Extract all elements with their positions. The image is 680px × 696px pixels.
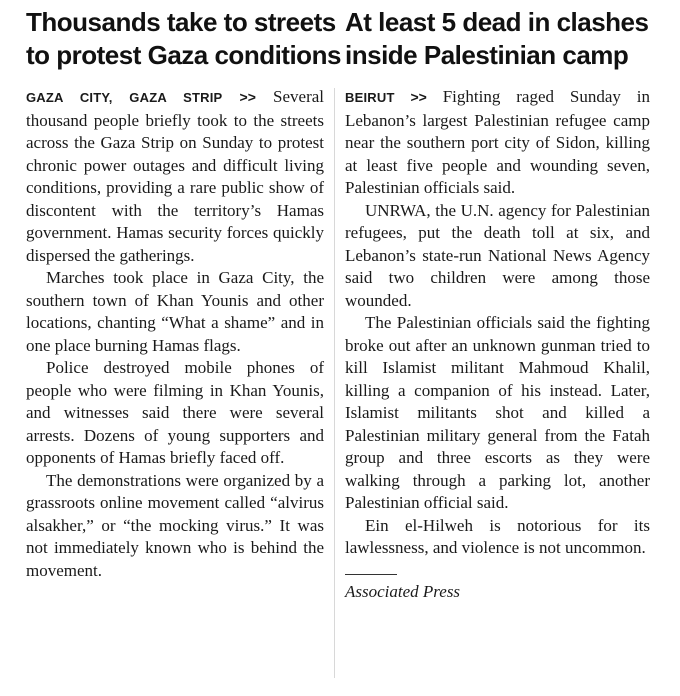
article-body	[345, 86, 650, 560]
paragraph-1-text: Several thousand people briefly took to the streets across the Gaza Strip on Sunday to protest chronic power outages and difficult living conditions, providing a rare public show of discontent with the territory’s Hamas government. Hamas security forces quickly dispersed the gatherings.	[26, 87, 325, 265]
paragraph-1	[345, 86, 650, 200]
paragraph-4: The demonstrations were organized by a grassroots online movement called “alvirus alsakher,” or “the mocking virus.” It was not immediately known who is behind the movement.	[26, 470, 324, 580]
article-body	[26, 86, 324, 582]
dateline-arrows: >>	[410, 89, 427, 105]
credit-line: Associated Press	[345, 581, 461, 601]
dateline: BEIRUT	[345, 90, 395, 105]
headline-camp-clashes	[345, 6, 650, 72]
credit-rule	[345, 574, 397, 575]
headline-line-2: to protest Gaza conditions	[26, 40, 341, 70]
paragraph-2: UNRWA, the U.N. agency for Palestinian refugees, put the death toll at six, and Lebanon’s state-run National News Agency said two children were among those wounded.	[345, 200, 650, 310]
article-gaza-protests	[26, 6, 341, 582]
paragraph-3: Police destroyed mobile phones of people who were filming in Khan Younis, and witnesses said there were several arrests. Dozens of young supporters and opponents of Hamas briefly faced off.	[26, 358, 324, 467]
paragraph-1	[26, 86, 324, 267]
article-camp-clashes	[345, 6, 650, 603]
dateline-arrows: >>	[239, 89, 256, 105]
column-divider	[334, 88, 335, 678]
headline-line-1: At least 5 dead in clashes	[345, 7, 649, 37]
paragraph-4: Ein el-Hilweh is notorious for its lawlessness, and violence is not uncommon.	[345, 515, 650, 557]
paragraph-2: Marches took place in Gaza City, the southern town of Khan Younis and other locations, chanting “What a shame” and in one place burning Hamas flags.	[26, 268, 324, 355]
headline-line-2: inside Palestinian camp	[345, 40, 629, 70]
dateline: GAZA CITY, GAZA STRIP	[26, 90, 223, 105]
headline-line-1: Thousands take to streets	[26, 7, 336, 37]
paragraph-3: The Palestinian officials said the fighting broke out after an unknown gunman tried to kill Islamist militant Mahmoud Khalil, killing a companion of his instead. Later, Islamist militants shot and killed a Palestinian military general from the Fatah group and three escorts as they were walking through a parking lot, another Palestinian official said.	[345, 313, 650, 512]
headline-gaza-protests	[26, 6, 341, 72]
paragraph-1-text: Fighting raged Sunday in Lebanon’s largest Palestinian refugee camp near the southern port city of Sidon, killing at least five people and wounding seven, Palestinian officials said.	[345, 87, 650, 197]
